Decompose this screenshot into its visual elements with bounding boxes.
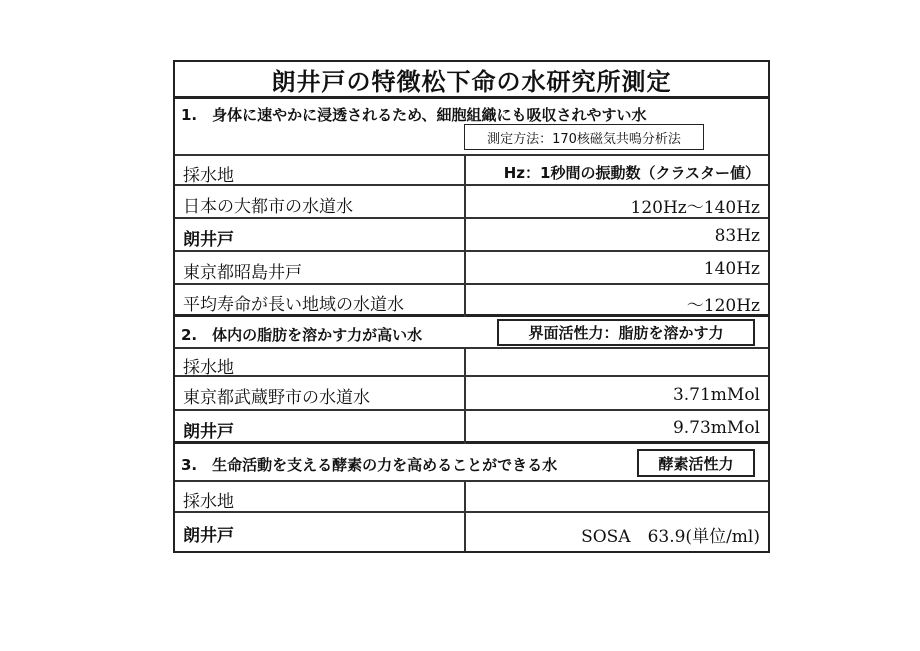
column-divider [464, 482, 466, 551]
section1-column-header [175, 156, 768, 186]
row-value: 140Hz [703, 259, 760, 279]
measurement-method-label: 測定方法：170核磁気共鳴分析法 [464, 124, 704, 150]
table-row [175, 285, 768, 317]
row-place: 朗井戸 [183, 422, 234, 442]
row-value: SOSA 63.9(単位/ml) [581, 527, 760, 547]
page-title: 朗井戸の特徴松下命の水研究所測定 [175, 62, 768, 99]
row-place: 朗井戸 [183, 230, 234, 250]
section2-header [175, 317, 768, 349]
section3-heading: 3. 生命活動を支える酵素の力を高めることができる水 [181, 456, 558, 474]
row-value: 3.71mMol [672, 385, 760, 405]
table-row [175, 219, 768, 252]
column-header-place: 採水地 [183, 166, 234, 186]
row-place: 日本の大都市の水道水 [183, 197, 353, 217]
row-value: ～120Hz [686, 296, 760, 316]
column-divider [464, 156, 466, 317]
row-place: 平均寿命が長い地域の水道水 [183, 295, 404, 315]
section3-column-header [175, 482, 768, 513]
row-place: 朗井戸 [183, 526, 234, 546]
column-header-place: 採水地 [183, 492, 234, 512]
table-row [175, 411, 768, 444]
column-header-place: 採水地 [183, 358, 234, 378]
section3-header [175, 444, 768, 482]
row-place: 東京都昭島井戸 [183, 263, 302, 283]
section1-header [175, 98, 768, 156]
column-header-hz: Hz：1秒間の振動数（クラスター値） [503, 164, 760, 182]
row-value: 9.73mMol [672, 418, 760, 438]
section2-heading: 2. 体内の脂肪を溶かす力が高い水 [181, 326, 423, 344]
table-row [175, 513, 768, 551]
table-row [175, 252, 768, 285]
row-value: 120Hz～140Hz [630, 198, 760, 218]
section2-column-header [175, 349, 768, 377]
enzyme-activity-label: 酵素活性力 [637, 449, 755, 477]
column-divider [464, 349, 466, 444]
table-row [175, 377, 768, 411]
measurement-table [173, 60, 770, 553]
surfactant-label: 界面活性力：脂肪を溶かす力 [497, 319, 755, 346]
row-value: 83Hz [714, 226, 760, 246]
section1-heading: 1. 身体に速やかに浸透されるため、細胞組織にも吸収されやすい水 [181, 106, 647, 124]
row-place: 東京都武蔵野市の水道水 [183, 388, 370, 408]
table-row [175, 186, 768, 219]
